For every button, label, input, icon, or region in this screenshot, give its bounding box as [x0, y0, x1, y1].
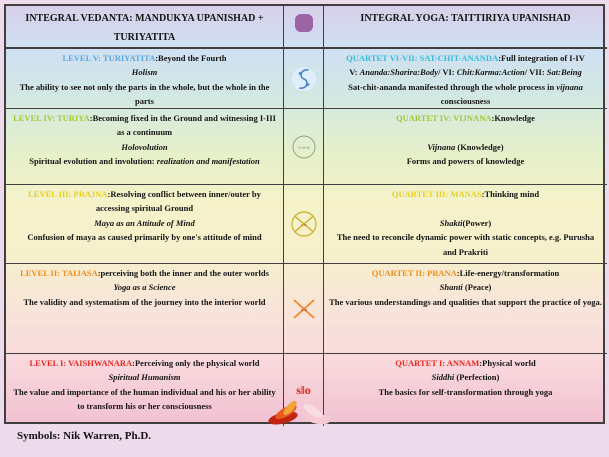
level-label: QUARTET III: MANAS — [391, 189, 482, 199]
vedanta-level-cell-1 — [6, 49, 284, 109]
sanskrit-term: Spiritual Humanism — [108, 372, 181, 383]
body-text: Spiritual evolution and involution: — [29, 156, 157, 167]
text-line — [329, 140, 602, 154]
body-text: :Knowledge — [491, 113, 535, 123]
text-line — [329, 266, 602, 280]
sanskrit-term: Vijnana — [427, 141, 456, 152]
vedanta-level-cell-3 — [6, 185, 284, 264]
symbol-cell-row-1 — [284, 49, 324, 109]
sanskrit-term: Yoga as a Science — [113, 282, 176, 293]
level-label: LEVEL III: PRAJNA — [28, 189, 108, 199]
symbol-cell-row-3 — [284, 185, 324, 264]
yoga-quartet-cell-2 — [324, 109, 607, 185]
sanskrit-term: realization and manifestation — [156, 156, 260, 167]
text-line — [329, 51, 602, 65]
body-text: :perceiving both the inner and the outer worlds — [97, 268, 269, 278]
sanskrit-term: Chit:Karma:Action — [456, 67, 525, 78]
body-text: :Beyond the Fourth — [155, 53, 227, 63]
level-label: QUARTET IV: VIJNANA — [396, 113, 492, 123]
text-line — [329, 111, 602, 125]
text-line — [11, 80, 278, 109]
text-line — [11, 295, 278, 309]
right-column-title: INTEGRAL YOGA: TAITTIRIYA UPANISHAD — [360, 13, 571, 24]
symbol-cell-row-4 — [284, 264, 324, 354]
body-text: (Knowledge) — [455, 141, 504, 152]
header-symbol-cell — [284, 6, 324, 49]
vedanta-level-cell-5 — [6, 354, 284, 426]
symbol-cell-row-2 — [284, 109, 324, 185]
text-line — [11, 140, 278, 154]
yoga-quartet-cell-4 — [324, 264, 607, 354]
text-line — [11, 385, 278, 414]
text-line — [11, 230, 278, 244]
body-text: The ability to see not only the parts in the whole, but the whole in the parts — [19, 81, 270, 107]
body-text: / VI: — [437, 67, 457, 78]
sanskrit-term: Siddhi — [431, 372, 455, 383]
body-text: The need to reconcile dynamic power with static concepts, e.g. Purusha and Prakriti — [336, 232, 595, 257]
level-label: LEVEL I: VAISHWANARA — [29, 358, 133, 368]
text-line — [11, 154, 278, 168]
body-text: The validity and systematism of the journey into the interior world — [23, 296, 266, 307]
body-text: :Resolving conflict between inner/outer by accessing spiritual Ground — [95, 189, 261, 214]
vedanta-level-cell-4 — [6, 264, 284, 354]
sanskrit-term: Sat:Being — [546, 67, 582, 78]
body-text: (Peace) — [462, 282, 492, 293]
right-column-header — [324, 6, 607, 49]
body-text: Confusion of maya as caused primarily by one's attitude of mind — [27, 232, 262, 243]
body-text: consciousness — [440, 96, 491, 107]
level-label: QUARTET VI-VII: SAT-CHIT-ANANDA — [346, 53, 499, 63]
text-line — [329, 201, 602, 215]
body-text: :Full integration of I-IV — [498, 53, 585, 63]
s-parallel-o-icon: s‖o — [296, 382, 311, 397]
vedanta-level-cell-2 — [6, 109, 284, 185]
level-label: LEVEL V: TURIYATITA — [62, 53, 156, 63]
body-text: (Perfection) — [454, 372, 500, 383]
text-line — [11, 370, 278, 384]
body-text: / VII: — [524, 67, 547, 78]
circle-soo-icon — [291, 134, 317, 160]
body-text: The various understandings and qualities that support the practice of yoga. — [329, 296, 602, 307]
rounded-square-icon — [294, 13, 314, 33]
body-text: :Life-energy/transformation — [456, 268, 560, 278]
circle-x-icon — [290, 210, 318, 238]
body-text: The basics for self-transformation through yoga — [378, 386, 553, 397]
yoga-quartet-cell-1 — [324, 49, 607, 109]
body-text: The value and importance of the human individual and his or her ability to transform his or her consciousness — [13, 386, 276, 412]
body-text: Sat-chit-ananda manifested through the whole process in — [348, 81, 557, 92]
text-line — [329, 125, 602, 139]
credit-line: Symbols: Nik Warren, Ph.D. — [17, 430, 152, 442]
comparison-table — [4, 4, 605, 424]
body-text: :Physical world — [479, 358, 536, 368]
sanskrit-term: Ananda:Sharira:Body — [359, 67, 438, 78]
text-line — [11, 280, 278, 294]
text-line — [11, 51, 278, 65]
yoga-quartet-cell-3 — [324, 185, 607, 264]
sanskrit-term: Shakti — [439, 217, 463, 228]
sanskrit-term: Holovolution — [121, 141, 168, 152]
sanskrit-term: Holism — [131, 67, 158, 78]
svg-text:s-o-o: s-o-o — [297, 144, 310, 151]
level-label: LEVEL IV: TURIYA — [13, 113, 90, 123]
text-line — [329, 154, 602, 168]
text-line — [329, 370, 602, 384]
svg-text:s-o: s-o — [300, 306, 307, 312]
body-text: (Power) — [462, 217, 492, 228]
body-text: V: — [349, 67, 360, 78]
left-column-title: INTEGRAL VEDANTA: MANDUKYA UPANISHAD + TURIYATITA — [25, 13, 264, 43]
text-line — [11, 111, 278, 140]
text-line — [329, 80, 602, 109]
body-text: :Thinking mind — [481, 189, 540, 199]
x-icon — [291, 297, 317, 321]
text-line — [11, 65, 278, 79]
level-label: LEVEL II: TAIJASA — [20, 268, 98, 278]
level-label: QUARTET I: ANNAM — [395, 358, 480, 368]
text-line — [329, 187, 602, 201]
sanskrit-term: Maya as an Attitude of Mind — [94, 217, 195, 228]
text-line — [11, 356, 278, 370]
text-line — [11, 266, 278, 280]
text-line — [329, 65, 602, 79]
text-line — [11, 187, 278, 216]
svg-text:s o: s o — [300, 222, 307, 227]
text-line — [329, 295, 602, 309]
lotus-swirl-decoration — [260, 398, 340, 434]
text-line — [329, 230, 602, 259]
text-line — [329, 356, 602, 370]
body-text: :Becoming fixed in the Ground and witnessing I-III as a continuum — [89, 113, 276, 138]
yin-s-icon — [291, 66, 317, 92]
text-line — [11, 216, 278, 230]
yoga-quartet-cell-5 — [324, 354, 607, 426]
text-line — [329, 385, 602, 399]
level-label: QUARTET II: PRANA — [371, 268, 457, 278]
body-text: Forms and powers of knowledge — [406, 156, 525, 167]
left-column-header — [6, 6, 284, 49]
text-line — [329, 216, 602, 230]
text-line — [329, 280, 602, 294]
body-text: :Perceiving only the physical world — [132, 358, 260, 368]
sanskrit-term: Shanti — [439, 282, 463, 293]
sanskrit-term: vijnana — [556, 81, 583, 92]
